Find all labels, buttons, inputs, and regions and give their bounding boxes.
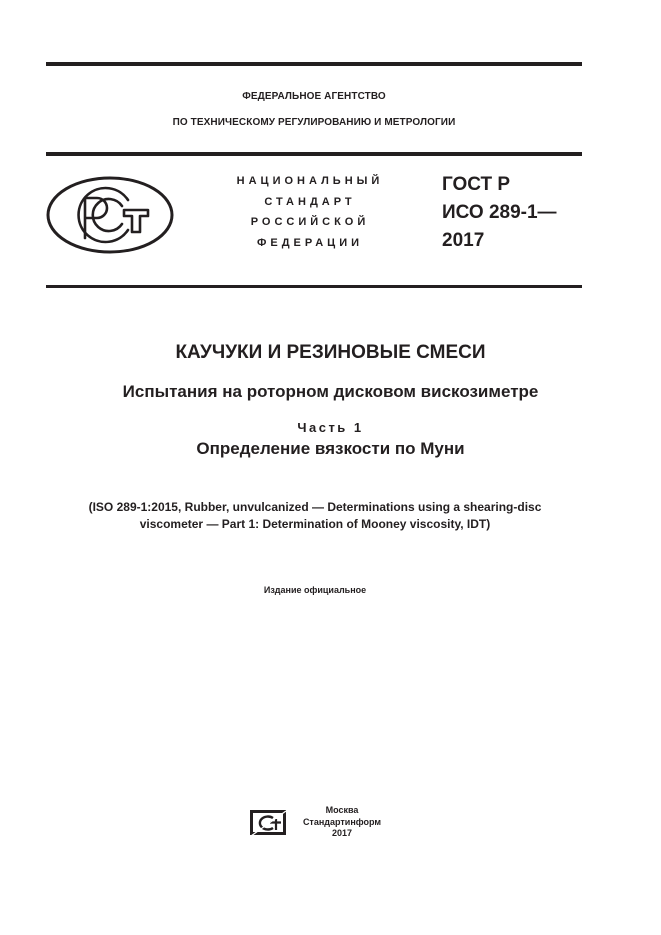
agency-name-line-1: ФЕДЕРАЛЬНОЕ АГЕНТСТВО (242, 91, 386, 102)
national-line-2: СТАНДАРТ (264, 195, 356, 208)
publisher-city: Москва (325, 805, 359, 815)
standard-code-line-2: ИСО 289-1— (442, 202, 557, 223)
standard-code-line-3: 2017 (442, 230, 485, 251)
official-edition-label: Издание официальное (263, 585, 367, 595)
standartinform-logo-icon (249, 809, 287, 836)
gost-r-certification-mark-icon (46, 176, 174, 254)
publisher-info (299, 805, 385, 840)
document-subtitle: Испытания на роторном дисковом вискозиметре (122, 382, 539, 401)
top-rule (46, 62, 582, 66)
national-standard-label (205, 171, 415, 253)
standard-code (442, 171, 557, 255)
national-line-3: РОССИЙСКОЙ (250, 216, 370, 228)
iso-reference (40, 499, 590, 533)
agency-name-line-2: ПО ТЕХНИЧЕСКОМУ РЕГУЛИРОВАНИЮ И МЕТРОЛОГИИ (172, 117, 456, 128)
standard-code-line-1: ГОСТ Р (442, 174, 511, 195)
part-label: Часть 1 (297, 420, 364, 435)
national-line-4: ФЕДЕРАЦИИ (256, 236, 364, 249)
national-line-1: НАЦИОНАЛЬНЫЙ (236, 175, 384, 187)
iso-reference-line-2: viscometer — Part 1: Determination of Mooney viscosity, IDT) (139, 517, 491, 531)
document-title: КАУЧУКИ И РЕЗИНОВЫЕ СМЕСИ (175, 342, 486, 363)
part-title: Определение вязкости по Муни (196, 439, 465, 458)
iso-reference-line-1: (ISO 289-1:2015, Rubber, unvulcanized — Determinations using a shearing-disc (88, 500, 542, 514)
bottom-rule (46, 285, 582, 288)
middle-rule (46, 152, 582, 156)
publisher-name: Стандартинформ (302, 816, 382, 827)
publisher-year: 2017 (331, 828, 353, 838)
